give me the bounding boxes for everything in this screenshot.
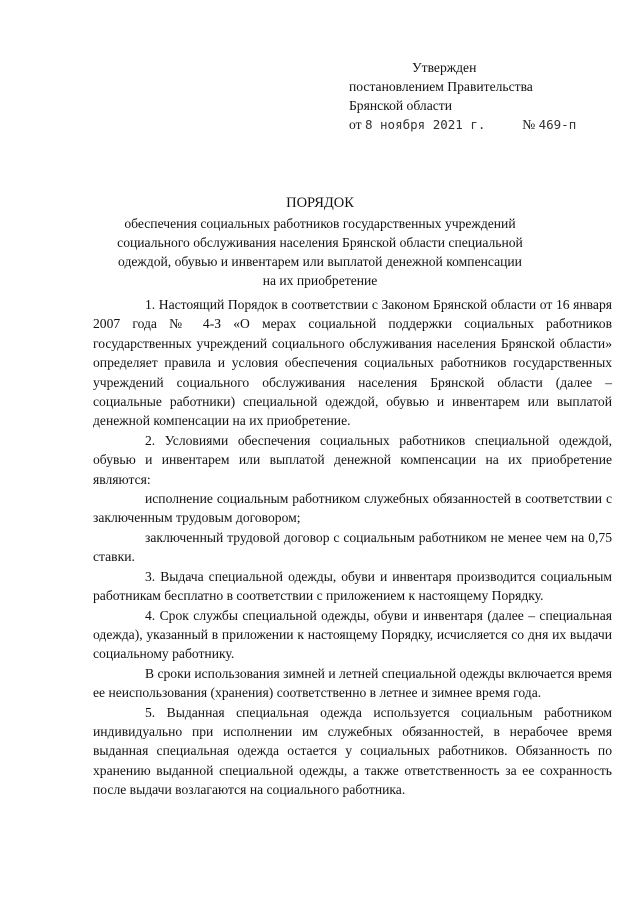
paragraph-condition-contract: заключенный трудовой договор с социальным работником не менее чем на 0,75 ставки. (93, 529, 612, 565)
document-body (93, 295, 612, 800)
handwritten-date: 8 ноября 2021 г. (364, 117, 486, 132)
paragraph-clause-2: 2. Условиями обеспечения социальных работников специальной одеждой, обувью и инвентарем или выплатой денежной компенсации на их приобретение являются: (93, 432, 612, 487)
approval-line-approved: Утвержден (412, 60, 477, 75)
approval-line-resolution: постановлением Правительства (349, 79, 533, 94)
date-prefix: от (349, 117, 362, 132)
paragraph-clause-1: 1. Настоящий Порядок в соответствии с Законом Брянской области от 16 января 2007 года № 4-З «О мерах социальной поддержки социальных работников государственных учреждений социального обслуживания населения Брянской области» определяет правила и условия обеспечения социальных работников государственных учреждений социального обслуживания населения Брянской области (далее – социальные работники) специальной одеждой, обувью и инвентарем или выплатой денежной компенсации на их приобретение. (93, 297, 612, 429)
document-subtitle (100, 214, 540, 290)
handwritten-number: 469-п (538, 117, 577, 132)
subtitle-line: обеспечения социальных работников государственных учреждений (124, 216, 516, 231)
paragraph-usage-terms: В сроки использования зимней и летней специальной одежды включается время ее неиспользования (хранения) соответственно в летнее и зимнее время года. (93, 665, 612, 701)
paragraph-clause-4: 4. Срок службы специальной одежды, обуви и инвентаря (далее – специальная одежда), указанный в приложении к настоящему Порядку, исчисляется со дня их выдачи социальному работнику. (93, 607, 612, 662)
paragraph-condition-duties: исполнение социальным работником служебных обязанностей в соответствии с заключенным трудовым договором; (93, 491, 612, 526)
approval-block (349, 58, 576, 134)
paragraph-clause-5: 5. Выданная специальная одежда используется социальным работником индивидуально при исполнении им служебных обязанностей, в нерабочее время выданная специальная одежда остается у социальных работников. Обязанность по хранению выданной специальной одежды, а также ответственность за ее сохранность после выдачи возлагаются на социального работника. (93, 704, 612, 798)
subtitle-line: социального обслуживания населения Брянской области специальной (117, 235, 523, 250)
paragraph-clause-3: 3. Выдача специальной одежды, обуви и инвентаря производится социальным работникам бесплатно в соответствии с приложением к настоящему Порядку. (93, 568, 612, 604)
subtitle-line: на их приобретение (262, 273, 378, 288)
approval-line-date-number (349, 115, 576, 134)
document-title: ПОРЯДОК (286, 195, 354, 211)
subtitle-line: одеждой, обувью и инвентарем или выплатой денежной компенсации (118, 254, 522, 269)
approval-line-region: Брянской области (349, 98, 452, 113)
number-prefix: № (522, 117, 536, 132)
